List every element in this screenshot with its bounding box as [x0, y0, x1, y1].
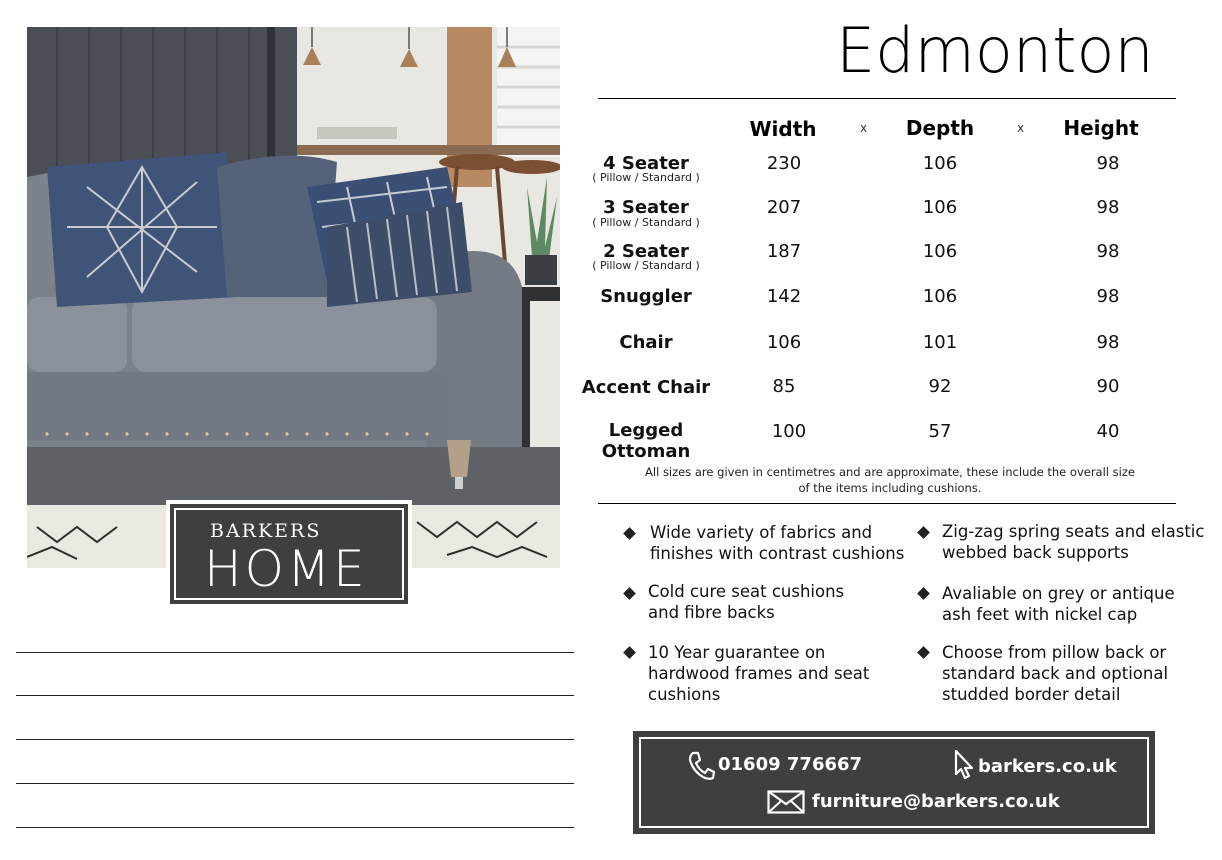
- feature-line: Avaliable on grey or antique: [942, 584, 1175, 603]
- row-subtitle: ( Pillow / Standard ): [592, 259, 700, 272]
- cell-width: 106: [766, 332, 802, 353]
- diamond-bullet-icon: [623, 587, 636, 600]
- cell-height: 98: [1096, 241, 1120, 262]
- row-subtitle: ( Pillow / Standard ): [592, 216, 700, 229]
- feature-line: Wide variety of fabrics and: [650, 523, 873, 542]
- row-name: Accent Chair: [581, 377, 711, 398]
- cell-depth: 106: [922, 197, 958, 218]
- cell-width: 85: [772, 376, 796, 397]
- cell-depth: 106: [922, 286, 958, 307]
- feature-line: and fibre backs: [648, 603, 775, 622]
- row-name: 2 Seater: [603, 241, 689, 262]
- cell-height: 90: [1096, 376, 1120, 397]
- header-separator: x: [860, 121, 868, 135]
- cell-height: 40: [1096, 421, 1120, 442]
- cursor-icon: [953, 749, 975, 781]
- row-subtitle: ( Pillow / Standard ): [592, 171, 700, 184]
- mail-icon: [767, 790, 805, 814]
- contact-panel: [633, 731, 1155, 834]
- cell-depth: 101: [922, 332, 958, 353]
- feature-item: [648, 581, 844, 623]
- diamond-bullet-icon: [917, 646, 930, 659]
- cell-width: 100: [771, 421, 807, 442]
- note-line: [16, 783, 574, 784]
- diamond-bullet-icon: [917, 526, 930, 539]
- product-photo: [27, 27, 560, 568]
- diamond-bullet-icon: [917, 587, 930, 600]
- feature-line: standard back and optional: [942, 664, 1169, 683]
- cell-width: 142: [766, 286, 802, 307]
- brand-name-line1: BARKERS: [210, 520, 322, 542]
- row-name: Snuggler: [600, 286, 692, 307]
- cell-depth: 92: [928, 376, 952, 397]
- feature-line: finishes with contrast cushions: [650, 544, 905, 563]
- cell-width: 207: [766, 197, 802, 218]
- header-depth: Depth: [905, 116, 975, 140]
- disclaimer-line: of the items including cushions.: [798, 481, 982, 495]
- phone-number[interactable]: 01609 776667: [718, 754, 863, 775]
- note-line: [16, 652, 574, 653]
- website-link[interactable]: barkers.co.uk: [978, 756, 1117, 777]
- feature-line: cushions: [648, 685, 721, 704]
- diamond-bullet-icon: [623, 646, 636, 659]
- title-rule: [598, 98, 1176, 99]
- cell-height: 98: [1096, 153, 1120, 174]
- feature-line: Zig-zag spring seats and elastic: [942, 522, 1205, 541]
- note-line: [16, 695, 574, 696]
- brand-logo: [166, 500, 412, 608]
- cell-height: 98: [1096, 197, 1120, 218]
- cell-depth: 106: [922, 153, 958, 174]
- brand-name-line2: HOME: [204, 540, 368, 598]
- feature-item: [942, 583, 1175, 625]
- feature-item: [650, 522, 904, 564]
- row-name: 3 Seater: [603, 197, 689, 218]
- header-separator: x: [1017, 121, 1025, 135]
- product-title: Edmonton: [836, 14, 1154, 87]
- email-link[interactable]: furniture@barkers.co.uk: [812, 791, 1060, 812]
- header-height: Height: [1063, 116, 1139, 140]
- note-line: [16, 827, 574, 828]
- cell-width: 230: [766, 153, 802, 174]
- sofa-room-illustration: [27, 27, 560, 568]
- row-name: Chair: [619, 332, 673, 353]
- disclaimer-line: All sizes are given in centimetres and are approximate, these include the overall size: [645, 465, 1135, 479]
- cell-width: 187: [766, 241, 802, 262]
- feature-line: 10 Year guarantee on: [648, 643, 826, 662]
- cell-height: 98: [1096, 332, 1120, 353]
- feature-line: Cold cure seat cushions: [648, 582, 845, 601]
- cell-depth: 57: [928, 421, 952, 442]
- feature-line: ash feet with nickel cap: [942, 605, 1138, 624]
- size-disclaimer: [620, 464, 1160, 496]
- diamond-bullet-icon: [623, 527, 636, 540]
- feature-item: [648, 642, 869, 705]
- note-line: [16, 739, 574, 740]
- row-name: Legged Ottoman: [601, 420, 691, 462]
- cell-depth: 106: [922, 241, 958, 262]
- header-width: Width: [749, 117, 817, 141]
- row-name: 4 Seater: [603, 153, 689, 174]
- phone-icon: [687, 751, 715, 781]
- feature-line: Choose from pillow back or: [942, 643, 1167, 662]
- feature-item: [942, 521, 1204, 563]
- feature-item: [942, 642, 1168, 705]
- feature-line: hardwood frames and seat: [648, 664, 870, 683]
- feature-line: webbed back supports: [942, 543, 1129, 562]
- section-rule: [598, 503, 1176, 504]
- cell-height: 98: [1096, 286, 1120, 307]
- feature-line: studded border detail: [942, 685, 1121, 704]
